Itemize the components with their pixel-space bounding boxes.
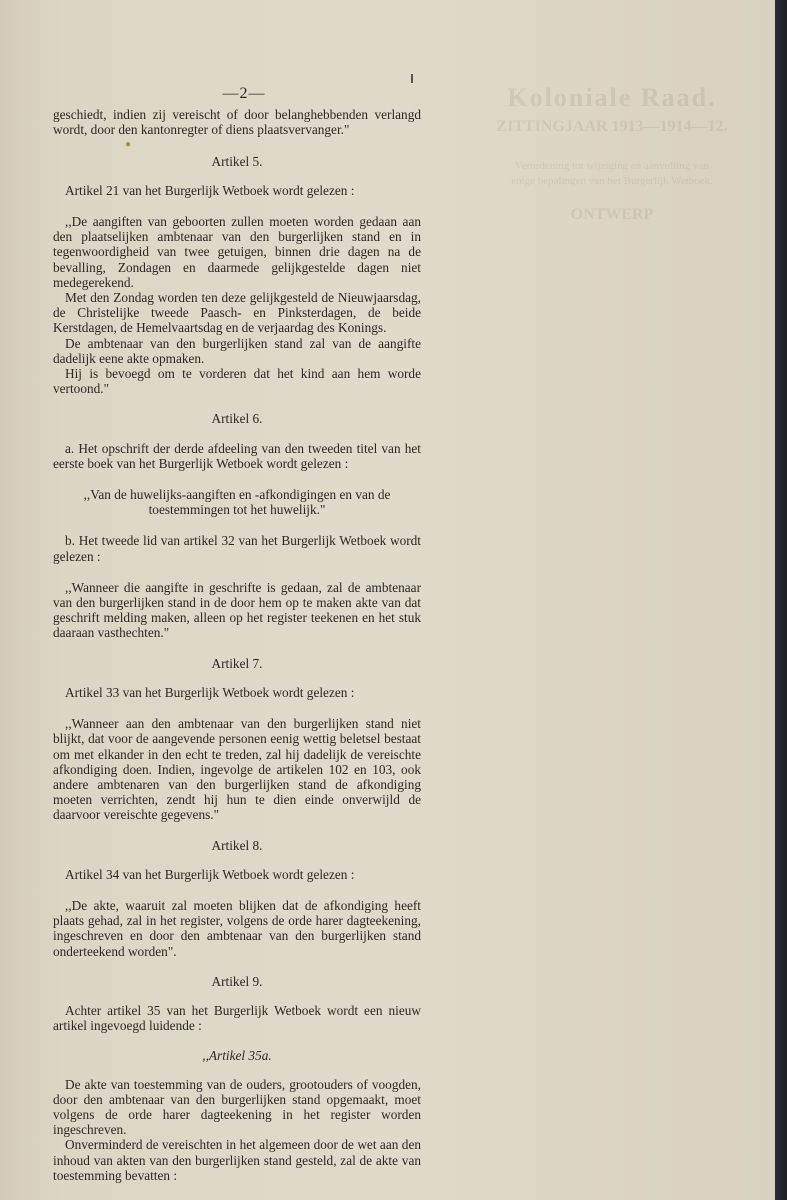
article-9-heading: Artikel 9. <box>211 973 263 989</box>
ghost-session: ZITTINGJAAR 1913—1914—12. <box>496 118 728 136</box>
intro-paragraph: geschiedt, indien zij vereischt of door belanghebbenden verlangd wordt, door den kantonregter of diens plaatsvervanger." <box>53 107 421 138</box>
article-5-quote-3: De ambtenaar van den burgerlijken stand zal van de aangifte dadelijk eene akte opmaken. <box>53 335 421 366</box>
article-5-quote-4: Hij is bevoegd om te vorderen dat het kind aan hem worde vertoond." <box>53 366 421 397</box>
page-mark <box>411 74 413 83</box>
article-35a-paragraph-1: De akte van toestemming van de ouders, grootouders of voogden, door den ambtenaar van den burgerlijken stand opgemaakt, moet volgens de orde harer dagteekening in het register worden ingeschreven. <box>53 1076 421 1138</box>
article-9-lead: Achter artikel 35 van het Burgerlijk Wetboek wordt een nieuw artikel ingevoegd luidende : <box>53 1002 421 1034</box>
article-35a-heading: ,,Artikel 35a. <box>202 1048 272 1064</box>
article-7-heading: Artikel 7. <box>211 655 263 671</box>
ink-dot-icon: ● <box>125 138 132 150</box>
ghost-draft-label: ONTWERP <box>570 205 654 223</box>
article-5-lead: Artikel 21 van het Burgerlijk Wetboek wordt gelezen : <box>65 182 355 198</box>
article-6-a: a. Het opschrift der derde afdeeling van den tweeden titel van het eerste boek van het Burgerlijk Wetboek wordt gelezen : <box>53 440 421 471</box>
article-5-heading: Artikel 5. <box>211 153 263 169</box>
article-7-quote: ,,Wanneer aan den ambtenaar van den burgerlijken stand niet blijkt, dat voor de aangevende personen eenig wettig beletsel bestaat om met elkander in den echt te treden, zal hij dadelijk de vereischte afkondiging doen. Indien, ingevolge de artikelen 102 en 103, ook andere ambtenaren van den burgerlijken stand de afkondiging moeten verrichten, zendt hij hun te dien einde onverwijld de daarvoor vereischte gegevens." <box>53 716 421 823</box>
article-7-lead: Artikel 33 van het Burgerlijk Wetboek wordt gelezen : <box>65 684 355 700</box>
bleed-through-text <box>457 80 767 246</box>
article-8-quote: ,,De akte, waaruit zal moeten blijken dat de afkondiging heeft plaats gehad, zal in het register, volgens de orde harer dagteekening, ingeschreven en door den ambtenaar van den burgerlijken stand onderteekend worden". <box>53 897 421 959</box>
ghost-title: Koloniale Raad. <box>507 83 717 112</box>
article-6-b-quote: ,,Wanneer die aangifte in geschrifte is gedaan, zal de ambtenaar van den burgerlijken stand in de door hem op te maken akte van dat geschrift melding maken, alleen op het register teekenen en het stuk daaraan vasthechten." <box>53 579 421 641</box>
article-8-heading: Artikel 8. <box>211 837 263 853</box>
article-5-quote-2: Met den Zondag worden ten deze gelijkgesteld de Nieuwjaarsdag, de Christelijke tweede Paasch- en Pinksterdagen, de beide Kerstdagen, de Hemelvaartsdag en de verjaardag des Konings. <box>53 290 421 336</box>
article-6-heading: Artikel 6. <box>211 411 263 427</box>
scan-border <box>775 0 787 1200</box>
ghost-subtitle-2: enige bepalingen van het Burgerlijk Wetboek. <box>511 175 713 188</box>
page-content <box>53 86 421 1183</box>
ghost-subtitle-1: Verordening tot wijziging en aanvulling van <box>515 159 709 172</box>
article-5-quote-1: ,,De aangiften van geboorten zullen moeten worden gedaan aan den plaatselijken ambtenaar van den burgerlijken stand en in tegenwoordigheid van twee getuigen, binnen drie dagen na de bevalling, Zondagen en daarmede gelijkgestelde dagen niet medegerekend. <box>53 214 421 290</box>
article-35a-paragraph-2: Onverminderd de vereischten in het algemeen door de wet aan den inhoud van akten van den burgerlijken stand gesteld, zal de akte van toestemming bevatten : <box>53 1137 421 1183</box>
article-6-a-quote: ,,Van de huwelijks-aangiften en -afkondigingen en van de toestemmingen tot het huwelijk." <box>83 487 391 518</box>
article-6-b: b. Het tweede lid van artikel 32 van het Burgerlijk Wetboek wordt gelezen : <box>53 533 421 564</box>
page-number: —2— <box>222 85 266 102</box>
article-8-lead: Artikel 34 van het Burgerlijk Wetboek wordt gelezen : <box>65 866 355 882</box>
